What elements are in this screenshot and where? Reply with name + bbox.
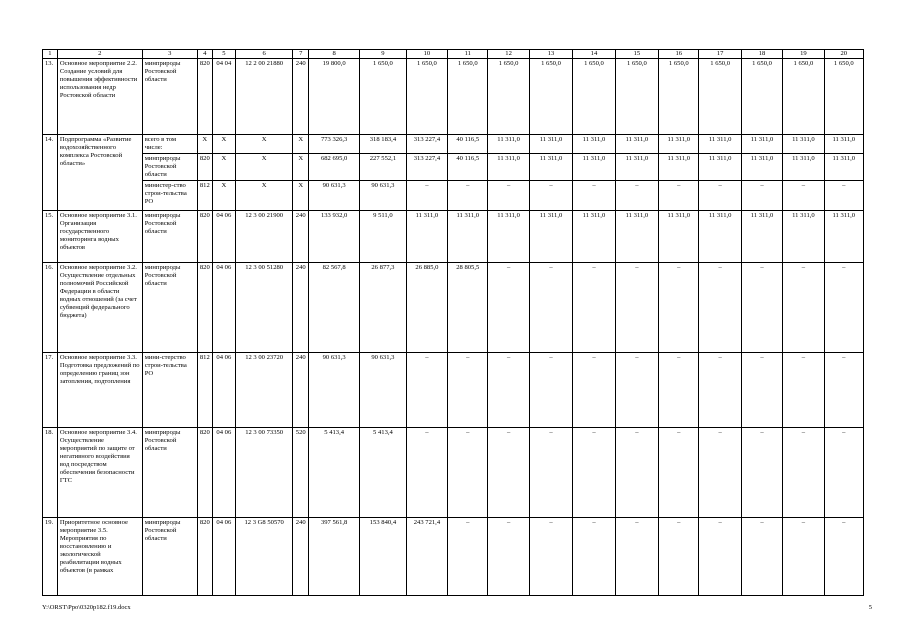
value-cell: – (615, 263, 658, 353)
value-cell: – (699, 518, 741, 596)
executor-cell: всего в том числе: (142, 135, 197, 154)
value-cell: 1 650,0 (529, 59, 572, 135)
value-cell: – (573, 428, 615, 518)
value-cell: – (659, 428, 699, 518)
value-cell: 1 650,0 (360, 59, 407, 135)
grbs-code-cell: 820 (197, 154, 212, 181)
budget-table (42, 49, 864, 596)
expense-code-cell: 240 (293, 211, 309, 263)
target-code-cell: 12 3 00 23720 (236, 353, 293, 428)
column-header: 17 (699, 50, 741, 59)
value-cell: – (529, 181, 572, 211)
expense-code-cell: 240 (293, 263, 309, 353)
value-cell: 133 932,0 (309, 211, 360, 263)
value-cell: – (573, 353, 615, 428)
column-header: 11 (448, 50, 488, 59)
row-number-cell: 18. (43, 428, 58, 518)
value-cell: 11 311,0 (783, 211, 824, 263)
table-row (43, 59, 864, 135)
value-cell: 19 800,0 (309, 59, 360, 135)
table-row (43, 181, 864, 211)
value-cell: 90 631,3 (309, 353, 360, 428)
value-cell: – (824, 353, 863, 428)
row-number-cell: 17. (43, 353, 58, 428)
expense-code-cell: X (293, 154, 309, 181)
table-row (43, 428, 864, 518)
target-code-cell: X (236, 181, 293, 211)
file-path-footer: Y:\ORST\Ppo\0320p182.f19.docx (42, 604, 131, 611)
table-row (43, 154, 864, 181)
value-cell: 11 311,0 (824, 135, 863, 154)
value-cell: 1 650,0 (573, 59, 615, 135)
value-cell: – (699, 353, 741, 428)
expense-code-cell: 520 (293, 428, 309, 518)
value-cell: 11 311,0 (615, 211, 658, 263)
value-cell: 1 650,0 (406, 59, 447, 135)
row-number-cell: 14. (43, 135, 58, 211)
value-cell: 11 311,0 (659, 211, 699, 263)
value-cell: 11 311,0 (783, 154, 824, 181)
value-cell: – (824, 181, 863, 211)
value-cell: 11 311,0 (699, 135, 741, 154)
value-cell: 397 561,8 (309, 518, 360, 596)
grbs-code-cell: 820 (197, 211, 212, 263)
value-cell: – (741, 263, 782, 353)
grbs-code-cell: X (197, 135, 212, 154)
grbs-code-cell: 812 (197, 353, 212, 428)
value-cell: – (448, 353, 488, 428)
column-header: 18 (741, 50, 782, 59)
section-code-cell: X (212, 154, 235, 181)
column-header: 1 (43, 50, 58, 59)
grbs-code-cell: 820 (197, 59, 212, 135)
section-code-cell: 04 06 (212, 428, 235, 518)
value-cell: 243 721,4 (406, 518, 447, 596)
value-cell: 1 650,0 (448, 59, 488, 135)
section-code-cell: 04 06 (212, 518, 235, 596)
value-cell: 227 552,1 (360, 154, 407, 181)
target-code-cell: X (236, 135, 293, 154)
expense-code-cell: 240 (293, 353, 309, 428)
value-cell: – (573, 518, 615, 596)
value-cell: – (824, 263, 863, 353)
table-body (43, 59, 864, 596)
value-cell: 11 311,0 (488, 135, 529, 154)
value-cell: 9 511,0 (360, 211, 407, 263)
page-number: 5 (868, 604, 872, 611)
value-cell: 11 311,0 (488, 211, 529, 263)
expense-code-cell: 240 (293, 518, 309, 596)
value-cell: 90 631,3 (309, 181, 360, 211)
value-cell: 313 227,4 (406, 135, 447, 154)
value-cell: 11 311,0 (824, 154, 863, 181)
value-cell: 40 116,5 (448, 135, 488, 154)
value-cell: 682 695,0 (309, 154, 360, 181)
column-header: 15 (615, 50, 658, 59)
value-cell: 28 805,5 (448, 263, 488, 353)
value-cell: 1 650,0 (699, 59, 741, 135)
value-cell: 26 877,3 (360, 263, 407, 353)
value-cell: – (529, 353, 572, 428)
value-cell: – (488, 428, 529, 518)
value-cell: – (488, 353, 529, 428)
row-number-cell: 13. (43, 59, 58, 135)
executor-cell: минприроды Ростовской области (142, 154, 197, 181)
expense-code-cell: X (293, 181, 309, 211)
column-header: 9 (360, 50, 407, 59)
value-cell: 11 311,0 (573, 211, 615, 263)
value-cell: – (406, 428, 447, 518)
value-cell: 11 311,0 (406, 211, 447, 263)
value-cell: 11 311,0 (824, 211, 863, 263)
value-cell: 11 311,0 (529, 135, 572, 154)
value-cell: 11 311,0 (488, 154, 529, 181)
target-code-cell: X (236, 154, 293, 181)
column-header: 8 (309, 50, 360, 59)
value-cell: – (659, 181, 699, 211)
measure-name-cell: Основное мероприятие 2.2. Создание условий для повышения эффективности использования недр Ростовской области (57, 59, 142, 135)
value-cell: – (615, 181, 658, 211)
value-cell: 5 413,4 (360, 428, 407, 518)
value-cell: – (488, 181, 529, 211)
measure-name-cell: Основное мероприятие 3.1. Организация государственного мониторинга водных объектов (57, 211, 142, 263)
value-cell: 11 311,0 (448, 211, 488, 263)
value-cell: 1 650,0 (488, 59, 529, 135)
expense-code-cell: 240 (293, 59, 309, 135)
value-cell: – (406, 181, 447, 211)
measure-name-cell: Основное мероприятие 3.2. Осуществление отдельных полномочий Российской Федерации в области водных отношений (за счет субвенций федерального бюджета) (57, 263, 142, 353)
value-cell: – (699, 181, 741, 211)
grbs-code-cell: 812 (197, 181, 212, 211)
value-cell: – (615, 428, 658, 518)
value-cell: – (824, 518, 863, 596)
column-header: 20 (824, 50, 863, 59)
target-code-cell: 12 3 00 73350 (236, 428, 293, 518)
value-cell: – (824, 428, 863, 518)
column-header: 3 (142, 50, 197, 59)
column-header: 4 (197, 50, 212, 59)
value-cell: 26 885,0 (406, 263, 447, 353)
value-cell: – (529, 518, 572, 596)
row-number-cell: 16. (43, 263, 58, 353)
value-cell: 11 311,0 (659, 135, 699, 154)
value-cell: – (529, 263, 572, 353)
value-cell: – (448, 181, 488, 211)
value-cell: – (488, 518, 529, 596)
value-cell: 11 311,0 (615, 154, 658, 181)
value-cell: 318 183,4 (360, 135, 407, 154)
value-cell: 1 650,0 (659, 59, 699, 135)
value-cell: 11 311,0 (573, 154, 615, 181)
value-cell: – (659, 518, 699, 596)
value-cell: 11 311,0 (699, 154, 741, 181)
target-code-cell: 12 3 00 51280 (236, 263, 293, 353)
executor-cell: минприроды Ростовской области (142, 518, 197, 596)
value-cell: 11 311,0 (741, 135, 782, 154)
value-cell: – (741, 518, 782, 596)
value-cell: 1 650,0 (783, 59, 824, 135)
value-cell: – (783, 263, 824, 353)
value-cell: – (741, 353, 782, 428)
row-number-cell: 19. (43, 518, 58, 596)
column-header: 12 (488, 50, 529, 59)
value-cell: – (783, 353, 824, 428)
section-code-cell: 04 06 (212, 353, 235, 428)
row-number-cell: 15. (43, 211, 58, 263)
section-code-cell: 04 06 (212, 211, 235, 263)
value-cell: – (783, 518, 824, 596)
value-cell: – (783, 428, 824, 518)
value-cell: – (615, 353, 658, 428)
column-header: 16 (659, 50, 699, 59)
measure-name-cell: Основное мероприятие 3.4. Осуществление мероприятий по защите от негативного воздействия вод посредством обеспечения безопасности ГТС (57, 428, 142, 518)
value-cell: 90 631,3 (360, 181, 407, 211)
value-cell: 773 326,3 (309, 135, 360, 154)
executor-cell: минприроды Ростовской области (142, 263, 197, 353)
measure-name-cell: Основное мероприятие 3.3. Подготовка предложений по определению границ зон затопления, подтопления (57, 353, 142, 428)
value-cell: – (659, 353, 699, 428)
value-cell: 5 413,4 (309, 428, 360, 518)
measure-name-cell: Подпрограмма «Развитие водохозяйственного комплекса Ростовской области» (57, 135, 142, 211)
value-cell: 82 567,8 (309, 263, 360, 353)
table-row (43, 211, 864, 263)
value-cell: – (406, 353, 447, 428)
value-cell: 40 116,5 (448, 154, 488, 181)
table-row (43, 353, 864, 428)
value-cell: – (488, 263, 529, 353)
value-cell: – (741, 181, 782, 211)
column-header: 7 (293, 50, 309, 59)
value-cell: 11 311,0 (659, 154, 699, 181)
grbs-code-cell: 820 (197, 428, 212, 518)
column-header: 6 (236, 50, 293, 59)
value-cell: – (615, 518, 658, 596)
expense-code-cell: X (293, 135, 309, 154)
column-header: 10 (406, 50, 447, 59)
value-cell: 1 650,0 (615, 59, 658, 135)
value-cell: 11 311,0 (573, 135, 615, 154)
value-cell: – (783, 181, 824, 211)
value-cell: 1 650,0 (824, 59, 863, 135)
section-code-cell: X (212, 135, 235, 154)
value-cell: – (448, 518, 488, 596)
section-code-cell: X (212, 181, 235, 211)
value-cell: 11 311,0 (529, 211, 572, 263)
value-cell: 11 311,0 (699, 211, 741, 263)
target-code-cell: 12 3 00 21900 (236, 211, 293, 263)
table-row (43, 518, 864, 596)
column-header: 2 (57, 50, 142, 59)
value-cell: 313 227,4 (406, 154, 447, 181)
value-cell: 1 650,0 (741, 59, 782, 135)
value-cell: 11 311,0 (741, 211, 782, 263)
executor-cell: минприроды Ростовской области (142, 428, 197, 518)
table-row (43, 263, 864, 353)
column-header: 5 (212, 50, 235, 59)
value-cell: – (699, 428, 741, 518)
target-code-cell: 12 3 G8 50570 (236, 518, 293, 596)
value-cell: 90 631,3 (360, 353, 407, 428)
target-code-cell: 12 2 00 21880 (236, 59, 293, 135)
executor-cell: минприроды Ростовской области (142, 59, 197, 135)
executor-cell: минприроды Ростовской области (142, 211, 197, 263)
grbs-code-cell: 820 (197, 263, 212, 353)
grbs-code-cell: 820 (197, 518, 212, 596)
value-cell: 11 311,0 (741, 154, 782, 181)
value-cell: 11 311,0 (615, 135, 658, 154)
value-cell: 11 311,0 (529, 154, 572, 181)
value-cell: – (448, 428, 488, 518)
value-cell: 11 311,0 (783, 135, 824, 154)
section-code-cell: 04 04 (212, 59, 235, 135)
column-header: 19 (783, 50, 824, 59)
column-header: 14 (573, 50, 615, 59)
value-cell: – (529, 428, 572, 518)
header-row (43, 50, 864, 59)
value-cell: – (659, 263, 699, 353)
value-cell: – (573, 181, 615, 211)
table-row (43, 135, 864, 154)
executor-cell: мини-стерство строи-тельства РО (142, 353, 197, 428)
column-header: 13 (529, 50, 572, 59)
executor-cell: министер-ство строи-тельства РО (142, 181, 197, 211)
value-cell: 153 840,4 (360, 518, 407, 596)
value-cell: – (573, 263, 615, 353)
measure-name-cell: Приоритетное основное мероприятие 3.5. Мероприятия по восстановлению и экологической реабилитации водных объектов (в рамках (57, 518, 142, 596)
section-code-cell: 04 06 (212, 263, 235, 353)
value-cell: – (741, 428, 782, 518)
value-cell: – (699, 263, 741, 353)
